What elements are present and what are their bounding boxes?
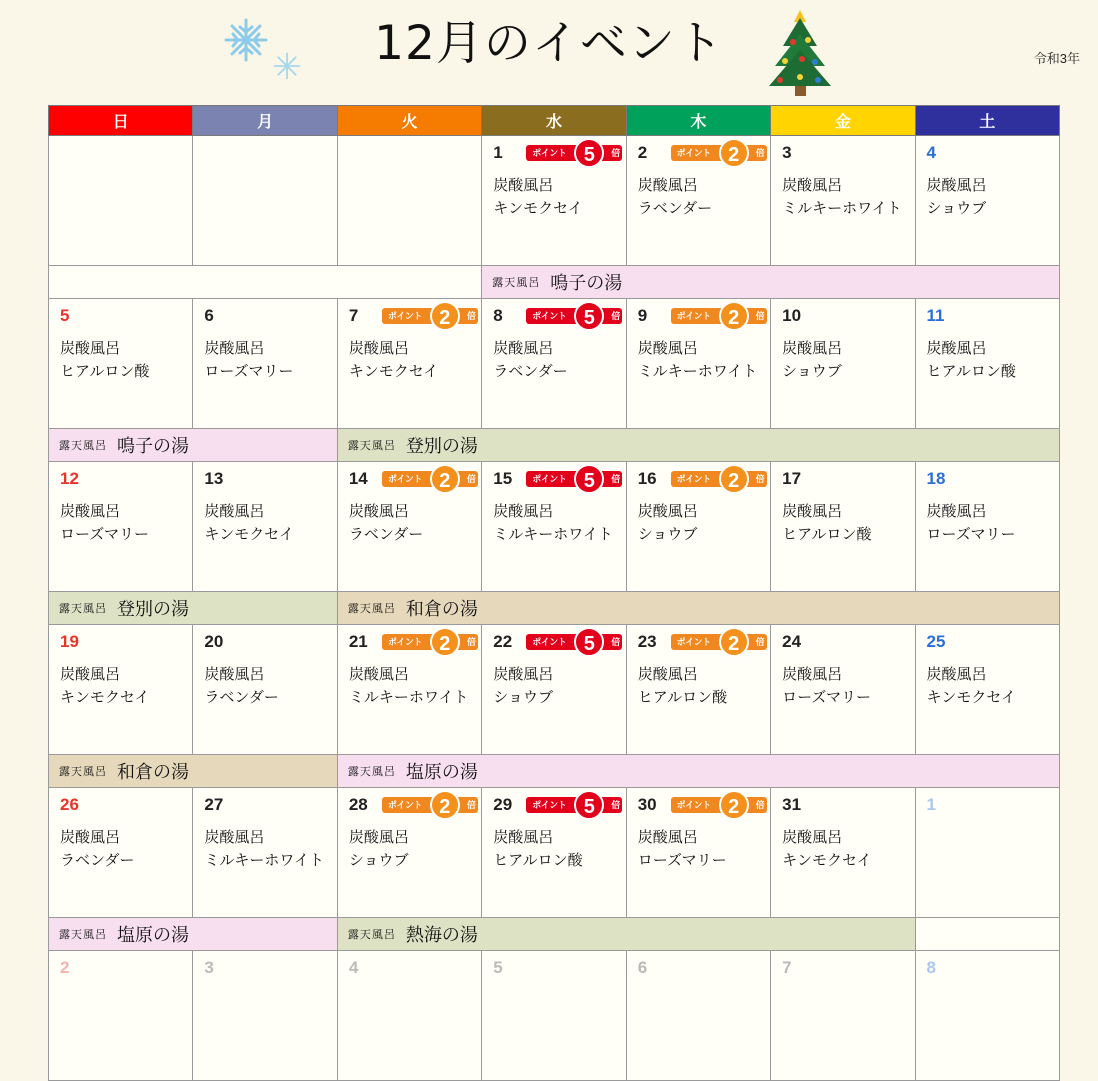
bath-info bbox=[493, 663, 619, 709]
day-number: 2 bbox=[60, 958, 70, 977]
day-cell[interactable] bbox=[49, 462, 193, 592]
bath-line: 炭酸風呂 bbox=[204, 828, 265, 846]
day-number: 21 bbox=[348, 632, 368, 651]
point-badge: ポイント 倍 2 bbox=[671, 138, 783, 168]
bath-line: ショウブ bbox=[348, 851, 409, 869]
bath-info bbox=[60, 826, 186, 872]
day-cell[interactable] bbox=[193, 951, 337, 1081]
rotenburo-label: 露天風呂 bbox=[59, 765, 107, 778]
bath-line: 炭酸風呂 bbox=[60, 502, 121, 520]
weekday-header-0: 日 bbox=[49, 106, 193, 136]
day-number: 25 bbox=[926, 632, 946, 651]
day-number: 8 bbox=[493, 306, 503, 325]
day-number: 13 bbox=[204, 469, 224, 488]
bath-line: ショウブ bbox=[493, 688, 553, 706]
bath-line: ラベンダー bbox=[60, 851, 135, 869]
day-cell[interactable] bbox=[771, 951, 915, 1081]
bath-info bbox=[204, 500, 330, 546]
point-badge: ポイント 倍 2 bbox=[671, 301, 783, 331]
day-cell[interactable] bbox=[482, 625, 626, 755]
rotenburo-name: 登別の湯 bbox=[405, 436, 478, 457]
bath-line: 炭酸風呂 bbox=[60, 665, 121, 683]
rotenburo-label: 露天風呂 bbox=[59, 928, 107, 941]
bath-line: 炭酸風呂 bbox=[348, 339, 409, 357]
rotenburo-name: 熱海の湯 bbox=[405, 925, 478, 946]
bath-line: 炭酸風呂 bbox=[60, 828, 121, 846]
christmas-tree-icon bbox=[745, 6, 855, 98]
day-number: 5 bbox=[60, 306, 70, 325]
point-badge: ポイント 倍 2 bbox=[382, 301, 494, 331]
day-number: 3 bbox=[204, 958, 214, 977]
bath-info bbox=[60, 337, 186, 383]
point-badge: ポイント 倍 5 bbox=[526, 138, 638, 168]
day-number: 19 bbox=[60, 632, 79, 651]
calendar-week-row bbox=[49, 951, 1060, 1081]
bath-line: ローズマリー bbox=[782, 688, 872, 706]
bath-line: キンモクセイ bbox=[782, 851, 872, 869]
day-cell[interactable] bbox=[771, 136, 915, 266]
day-number: 1 bbox=[926, 795, 936, 814]
weekday-header-5: 金 bbox=[771, 106, 915, 136]
day-cell[interactable] bbox=[915, 299, 1059, 429]
day-cell[interactable] bbox=[915, 625, 1059, 755]
day-number: 18 bbox=[926, 469, 946, 488]
day-number: 23 bbox=[637, 632, 657, 651]
day-number: 22 bbox=[493, 632, 513, 651]
bath-line: ラベンダー bbox=[493, 362, 568, 380]
day-number: 6 bbox=[637, 958, 648, 977]
calendar-week-row bbox=[49, 299, 1060, 429]
bath-info bbox=[349, 337, 475, 383]
bath-info bbox=[638, 500, 764, 546]
bath-line: 炭酸風呂 bbox=[493, 502, 554, 520]
rotenburo-cell bbox=[337, 429, 1059, 462]
day-number: 14 bbox=[348, 469, 368, 488]
day-cell[interactable] bbox=[337, 788, 481, 918]
day-number: 31 bbox=[782, 795, 802, 814]
bath-line: 炭酸風呂 bbox=[348, 828, 409, 846]
bath-line: 炭酸風呂 bbox=[348, 665, 409, 683]
rotenburo-cell bbox=[337, 592, 1059, 625]
bath-line: キンモクセイ bbox=[926, 688, 1016, 706]
bath-line: 炭酸風呂 bbox=[493, 339, 554, 357]
day-cell[interactable] bbox=[915, 951, 1059, 1081]
bath-line: 炭酸風呂 bbox=[926, 339, 987, 357]
day-cell[interactable] bbox=[482, 462, 626, 592]
bath-info bbox=[493, 337, 619, 383]
rotenburo-name: 塩原の湯 bbox=[117, 925, 189, 946]
day-cell[interactable] bbox=[771, 299, 915, 429]
day-cell[interactable] bbox=[771, 788, 915, 918]
point-badge: ポイント 倍 2 bbox=[382, 464, 494, 494]
day-number: 29 bbox=[493, 795, 513, 814]
rotenburo-label: 露天風呂 bbox=[59, 602, 107, 615]
bath-line: ヒアルロン酸 bbox=[926, 362, 1016, 380]
day-cell[interactable] bbox=[915, 788, 1059, 918]
page-header bbox=[0, 0, 1098, 100]
bath-line: ヒアルロン酸 bbox=[782, 525, 872, 543]
day-cell[interactable] bbox=[771, 462, 915, 592]
bath-line: ヒアルロン酸 bbox=[60, 362, 150, 380]
weekday-header-2: 火 bbox=[337, 106, 481, 136]
day-cell[interactable] bbox=[482, 136, 626, 266]
point-badge: ポイント 倍 5 bbox=[526, 790, 638, 820]
bath-line: ショウブ bbox=[926, 199, 987, 217]
rotenburo-label: 露天風呂 bbox=[347, 439, 396, 452]
rotenburo-name: 鳴子の湯 bbox=[550, 273, 623, 294]
bath-line: 炭酸風呂 bbox=[204, 339, 265, 357]
point-badge: ポイント 倍 2 bbox=[382, 790, 494, 820]
rotenburo-name: 和倉の湯 bbox=[117, 762, 189, 783]
rotenburo-cell bbox=[49, 755, 338, 788]
rotenburo-row bbox=[49, 429, 1060, 462]
bath-line: 炭酸風呂 bbox=[637, 339, 698, 357]
day-number: 20 bbox=[204, 632, 224, 651]
bath-line: 炭酸風呂 bbox=[637, 665, 698, 683]
rotenburo-cell bbox=[49, 592, 338, 625]
day-cell[interactable] bbox=[193, 625, 337, 755]
weekday-header-3: 水 bbox=[482, 106, 626, 136]
calendar-week-row bbox=[49, 462, 1060, 592]
bath-info bbox=[60, 500, 186, 546]
day-cell bbox=[49, 136, 193, 266]
day-number: 16 bbox=[637, 469, 657, 488]
rotenburo-label: 露天風呂 bbox=[59, 439, 107, 452]
rotenburo-label: 露天風呂 bbox=[492, 276, 541, 289]
bath-info bbox=[638, 663, 764, 709]
day-number: 11 bbox=[926, 306, 945, 325]
bath-line: ミルキーホワイト bbox=[493, 525, 613, 543]
calendar-week-row bbox=[49, 625, 1060, 755]
day-number: 10 bbox=[782, 306, 802, 325]
day-cell bbox=[193, 136, 337, 266]
day-number: 6 bbox=[204, 306, 214, 325]
bath-line: 炭酸風呂 bbox=[782, 502, 843, 520]
rotenburo-name: 塩原の湯 bbox=[405, 762, 478, 783]
bath-info bbox=[638, 337, 764, 383]
bath-line: キンモクセイ bbox=[493, 199, 583, 217]
day-cell[interactable] bbox=[482, 788, 626, 918]
day-number: 4 bbox=[348, 958, 359, 977]
rotenburo-cell bbox=[482, 266, 1060, 299]
bath-line: 炭酸風呂 bbox=[204, 665, 265, 683]
point-badge: ポイント 倍 5 bbox=[526, 464, 638, 494]
weekday-header-6: 土 bbox=[915, 106, 1059, 136]
rotenburo-row bbox=[49, 592, 1060, 625]
weekday-header-1: 月 bbox=[193, 106, 337, 136]
bath-line: 炭酸風呂 bbox=[348, 502, 409, 520]
bath-info bbox=[927, 337, 1053, 383]
bath-line: 炭酸風呂 bbox=[782, 176, 843, 194]
day-number: 26 bbox=[60, 795, 79, 814]
bath-info bbox=[204, 337, 330, 383]
weekday-header-row bbox=[49, 106, 1060, 136]
bath-line: 炭酸風呂 bbox=[493, 665, 554, 683]
day-cell[interactable] bbox=[49, 625, 193, 755]
day-number: 2 bbox=[637, 143, 648, 162]
day-cell[interactable] bbox=[49, 951, 193, 1081]
rotenburo-label: 露天風呂 bbox=[347, 928, 396, 941]
bath-line: キンモクセイ bbox=[60, 688, 150, 706]
bath-line: ショウブ bbox=[782, 362, 842, 380]
day-cell[interactable] bbox=[49, 788, 193, 918]
bath-line: ミルキーホワイト bbox=[348, 688, 469, 706]
day-number: 3 bbox=[782, 143, 792, 162]
bath-line: 炭酸風呂 bbox=[60, 339, 121, 357]
bath-line: 炭酸風呂 bbox=[782, 339, 843, 357]
day-number: 4 bbox=[926, 143, 936, 162]
day-cell[interactable] bbox=[626, 462, 770, 592]
bath-info bbox=[349, 500, 475, 546]
rotenburo-cell bbox=[49, 429, 338, 462]
bath-info bbox=[782, 826, 908, 872]
day-cell[interactable] bbox=[626, 625, 770, 755]
point-badge: ポイント 倍 2 bbox=[382, 627, 494, 657]
day-number: 28 bbox=[348, 795, 368, 814]
bath-info bbox=[782, 500, 908, 546]
day-cell[interactable] bbox=[193, 462, 337, 592]
bath-line: 炭酸風呂 bbox=[637, 828, 698, 846]
day-cell[interactable] bbox=[771, 625, 915, 755]
page-title: 12月のイベント bbox=[374, 16, 724, 71]
day-number: 9 bbox=[637, 306, 648, 325]
day-cell[interactable] bbox=[193, 788, 337, 918]
bath-info bbox=[204, 663, 330, 709]
bath-line: ヒアルロン酸 bbox=[493, 851, 583, 869]
bath-line: ローズマリー bbox=[637, 851, 727, 869]
point-badge: ポイント 倍 2 bbox=[671, 790, 783, 820]
bath-info bbox=[60, 663, 186, 709]
bath-info bbox=[349, 663, 475, 709]
rotenburo-row bbox=[49, 266, 1060, 299]
point-badge: ポイント 倍 5 bbox=[526, 627, 638, 657]
bath-info bbox=[782, 663, 908, 709]
bath-info bbox=[927, 174, 1053, 220]
rotenburo-cell bbox=[337, 755, 1059, 788]
rotenburo-row bbox=[49, 755, 1060, 788]
day-cell[interactable] bbox=[482, 951, 626, 1081]
calendar-week-row bbox=[49, 136, 1060, 266]
bath-line: ローズマリー bbox=[60, 525, 149, 543]
bath-line: 炭酸風呂 bbox=[782, 665, 843, 683]
bath-line: 炭酸風呂 bbox=[204, 502, 265, 520]
bath-line: ローズマリー bbox=[926, 525, 1016, 543]
bath-line: 炭酸風呂 bbox=[493, 828, 554, 846]
day-number: 17 bbox=[782, 469, 802, 488]
bath-info bbox=[493, 826, 619, 872]
rotenburo-name: 和倉の湯 bbox=[405, 599, 478, 620]
bath-line: ローズマリー bbox=[204, 362, 294, 380]
bath-line: 炭酸風呂 bbox=[926, 502, 987, 520]
day-cell[interactable] bbox=[337, 951, 481, 1081]
bath-line: 炭酸風呂 bbox=[782, 828, 843, 846]
bath-line: キンモクセイ bbox=[348, 362, 439, 380]
weekday-header-4: 木 bbox=[626, 106, 770, 136]
bath-line: 炭酸風呂 bbox=[637, 502, 698, 520]
rotenburo-name: 登別の湯 bbox=[117, 599, 189, 620]
bath-line: ショウブ bbox=[637, 525, 698, 543]
day-number: 7 bbox=[782, 958, 792, 977]
event-calendar bbox=[48, 105, 1060, 1081]
rotenburo-label: 露天風呂 bbox=[347, 765, 396, 778]
day-cell[interactable] bbox=[49, 299, 193, 429]
day-cell[interactable] bbox=[915, 462, 1059, 592]
point-badge: ポイント 倍 2 bbox=[671, 627, 783, 657]
bath-info bbox=[349, 826, 475, 872]
bath-line: 炭酸風呂 bbox=[926, 176, 987, 194]
bath-line: キンモクセイ bbox=[204, 525, 294, 543]
bath-info bbox=[927, 500, 1053, 546]
day-cell[interactable] bbox=[626, 136, 770, 266]
day-number: 15 bbox=[493, 469, 513, 488]
bath-line: ミルキーホワイト bbox=[637, 362, 758, 380]
bath-line: ラベンダー bbox=[637, 199, 713, 217]
bath-info bbox=[782, 337, 908, 383]
bath-info bbox=[493, 174, 619, 220]
bath-info bbox=[204, 826, 330, 872]
day-number: 24 bbox=[782, 632, 802, 651]
era-label: 令和3年 bbox=[1033, 51, 1080, 66]
day-number: 1 bbox=[493, 143, 503, 162]
day-cell bbox=[337, 136, 481, 266]
point-badge: ポイント 倍 2 bbox=[671, 464, 783, 494]
bath-line: ラベンダー bbox=[204, 688, 279, 706]
day-cell[interactable] bbox=[626, 299, 770, 429]
bath-info bbox=[638, 174, 764, 220]
bath-info bbox=[638, 826, 764, 872]
day-cell[interactable] bbox=[337, 625, 481, 755]
point-badge: ポイント 倍 5 bbox=[526, 301, 638, 331]
day-cell[interactable] bbox=[193, 299, 337, 429]
day-number: 12 bbox=[60, 469, 79, 488]
day-cell[interactable] bbox=[915, 136, 1059, 266]
day-cell[interactable] bbox=[337, 299, 481, 429]
day-number: 30 bbox=[637, 795, 657, 814]
day-number: 27 bbox=[204, 795, 224, 814]
bath-line: ミルキーホワイト bbox=[204, 851, 324, 869]
rotenburo-label: 露天風呂 bbox=[347, 602, 396, 615]
day-cell[interactable] bbox=[626, 951, 770, 1081]
bath-line: ヒアルロン酸 bbox=[637, 688, 728, 706]
rotenburo-empty bbox=[49, 266, 482, 299]
day-number: 8 bbox=[926, 958, 936, 977]
bath-line: ラベンダー bbox=[348, 525, 424, 543]
day-cell[interactable] bbox=[626, 788, 770, 918]
bath-line: ミルキーホワイト bbox=[782, 199, 902, 217]
bath-line: 炭酸風呂 bbox=[637, 176, 698, 194]
day-cell[interactable] bbox=[482, 299, 626, 429]
bath-info bbox=[927, 663, 1053, 709]
day-number: 5 bbox=[493, 958, 503, 977]
day-number: 7 bbox=[348, 306, 359, 325]
calendar-week-row bbox=[49, 788, 1060, 918]
bath-info bbox=[782, 174, 908, 220]
bath-line: 炭酸風呂 bbox=[926, 665, 987, 683]
bath-line: 炭酸風呂 bbox=[493, 176, 554, 194]
rotenburo-name: 鳴子の湯 bbox=[117, 436, 189, 457]
day-cell[interactable] bbox=[337, 462, 481, 592]
bath-info bbox=[493, 500, 619, 546]
